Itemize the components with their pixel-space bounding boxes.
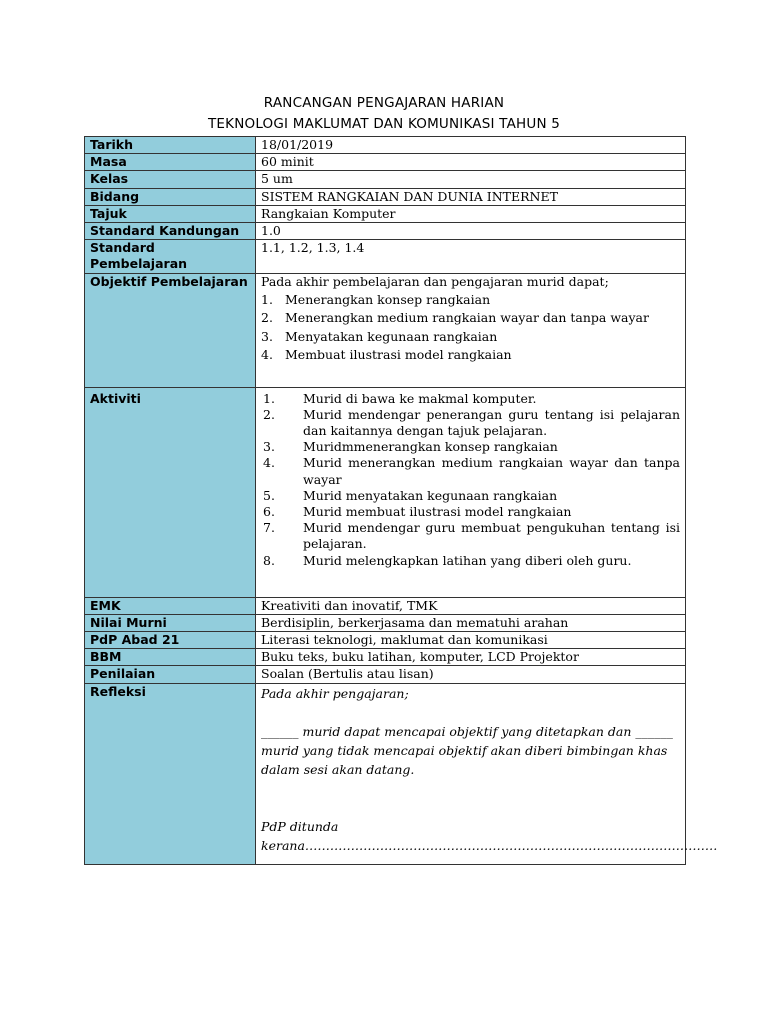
value-bidang: SISTEM RANGKAIAN DAN DUNIA INTERNET (256, 188, 686, 205)
value-bbm: Buku teks, buku latihan, komputer, LCD Projektor (256, 649, 686, 666)
item-number: 7. (263, 520, 275, 536)
value-tajuk: Rangkaian Komputer (256, 205, 686, 222)
label-standard-pembelajaran: Standard Pembelajaran (85, 240, 256, 273)
row-aktiviti (85, 387, 686, 597)
value-penilaian: Soalan (Bertulis atau lisan) (256, 666, 686, 683)
refleksi-line-3: PdP ditunda (261, 818, 339, 834)
value-pdp-abad-21: Literasi teknologi, maklumat dan komunikasi (256, 632, 686, 649)
item-number: 8. (263, 552, 275, 568)
lesson-plan-table (84, 136, 718, 865)
refleksi-line-4: kerana……………………………………………………………………………………… (261, 837, 718, 853)
list-item (261, 488, 680, 504)
item-number: 5. (263, 487, 275, 503)
item-text: Muridmmenerangkan konsep rangkaian (303, 439, 558, 455)
item-number: 4. (261, 347, 273, 363)
value-standard-kandungan: 1.0 (256, 223, 686, 240)
label-nilai-murni: Nilai Murni (85, 614, 256, 631)
row-bbm (85, 649, 686, 666)
value-standard-pembelajaran: 1.1, 1.2, 1.3, 1.4 (256, 240, 686, 273)
label-masa: Masa (85, 154, 256, 171)
value-aktiviti (256, 387, 686, 597)
list-item (261, 407, 680, 439)
row-refleksi (85, 683, 686, 864)
value-kelas: 5 um (256, 171, 686, 188)
value-masa: 60 minit (256, 154, 686, 171)
list-item (261, 292, 680, 308)
item-number: 1. (263, 390, 275, 406)
row-objektif (85, 273, 686, 387)
item-text: Menerangkan medium rangkaian wayar dan tanpa wayar (285, 310, 649, 326)
label-objektif: Objektif Pembelajaran (85, 273, 256, 387)
item-text: Murid di bawa ke makmal komputer. (303, 390, 537, 406)
row-masa (85, 154, 686, 171)
value-refleksi (256, 683, 718, 864)
row-bidang (85, 188, 686, 205)
list-item (261, 504, 680, 520)
aktiviti-list (261, 391, 680, 569)
label-pdp-abad-21: PdP Abad 21 (85, 632, 256, 649)
row-penilaian (85, 666, 686, 683)
objektif-intro: Pada akhir pembelajaran dan pengajaran murid dapat; (261, 273, 609, 289)
label-bbm: BBM (85, 649, 256, 666)
label-tarikh: Tarikh (85, 137, 256, 154)
item-text: Murid melengkapkan latihan yang diberi oleh guru. (303, 552, 632, 568)
list-item (261, 520, 680, 552)
label-aktiviti: Aktiviti (85, 387, 256, 597)
item-number: 2. (261, 310, 273, 326)
item-text: Murid mendengar guru membuat pengukuhan tentang isi pelajaran. (303, 520, 680, 552)
row-tarikh (85, 137, 686, 154)
item-text: Menerangkan konsep rangkaian (285, 292, 491, 308)
item-text: Murid menyatakan kegunaan rangkaian (303, 487, 558, 503)
row-tajuk (85, 205, 686, 222)
value-objektif (256, 273, 686, 387)
list-item (261, 553, 680, 569)
row-pdp-abad-21 (85, 632, 686, 649)
item-text: Membuat ilustrasi model rangkaian (285, 347, 512, 363)
label-kelas: Kelas (85, 171, 256, 188)
label-refleksi: Refleksi (85, 683, 256, 864)
row-emk (85, 597, 686, 614)
item-text: Murid menerangkan medium rangkaian wayar dan tanpa wayar (303, 455, 680, 487)
page-subtitle: TEKNOLOGI MAKLUMAT DAN KOMUNIKASI TAHUN 5 (207, 116, 561, 132)
list-item (261, 310, 680, 326)
item-number: 3. (263, 439, 275, 455)
item-number: 6. (263, 504, 275, 520)
list-item (261, 455, 680, 487)
row-standard-pembelajaran (85, 240, 686, 273)
row-standard-kandungan (85, 223, 686, 240)
item-number: 1. (261, 292, 273, 308)
objektif-list (261, 292, 680, 363)
label-bidang: Bidang (85, 188, 256, 205)
value-nilai-murni: Berdisiplin, berkerjasama dan mematuhi arahan (256, 614, 686, 631)
item-number: 4. (263, 455, 275, 471)
list-item (261, 391, 680, 407)
list-item (261, 329, 680, 345)
row-nilai-murni (85, 614, 686, 631)
page-title: RANCANGAN PENGAJARAN HARIAN (263, 95, 505, 111)
label-emk: EMK (85, 597, 256, 614)
value-emk: Kreativiti dan inovatif, TMK (256, 597, 686, 614)
list-item (261, 439, 680, 455)
row-kelas (85, 171, 686, 188)
value-tarikh: 18/01/2019 (256, 137, 686, 154)
item-text: Menyatakan kegunaan rangkaian (285, 328, 498, 344)
label-penilaian: Penilaian (85, 666, 256, 683)
item-number: 3. (261, 328, 273, 344)
list-item (261, 347, 680, 363)
item-number: 2. (263, 406, 275, 422)
label-tajuk: Tajuk (85, 205, 256, 222)
label-standard-kandungan: Standard Kandungan (85, 223, 256, 240)
item-text: Murid mendengar penerangan guru tentang isi pelajaran dan kaitannya dengan tajuk pelajaran. (303, 406, 680, 439)
refleksi-line-2: ______ murid dapat mencapai objektif yang ditetapkan dan ______ murid yang tidak mencapai objektif akan diberi bimbingan khas dalam sesi akan datang. (261, 723, 673, 777)
refleksi-line-1: Pada akhir pengajaran; (261, 685, 409, 701)
item-text: Murid membuat ilustrasi model rangkaian (303, 504, 572, 520)
